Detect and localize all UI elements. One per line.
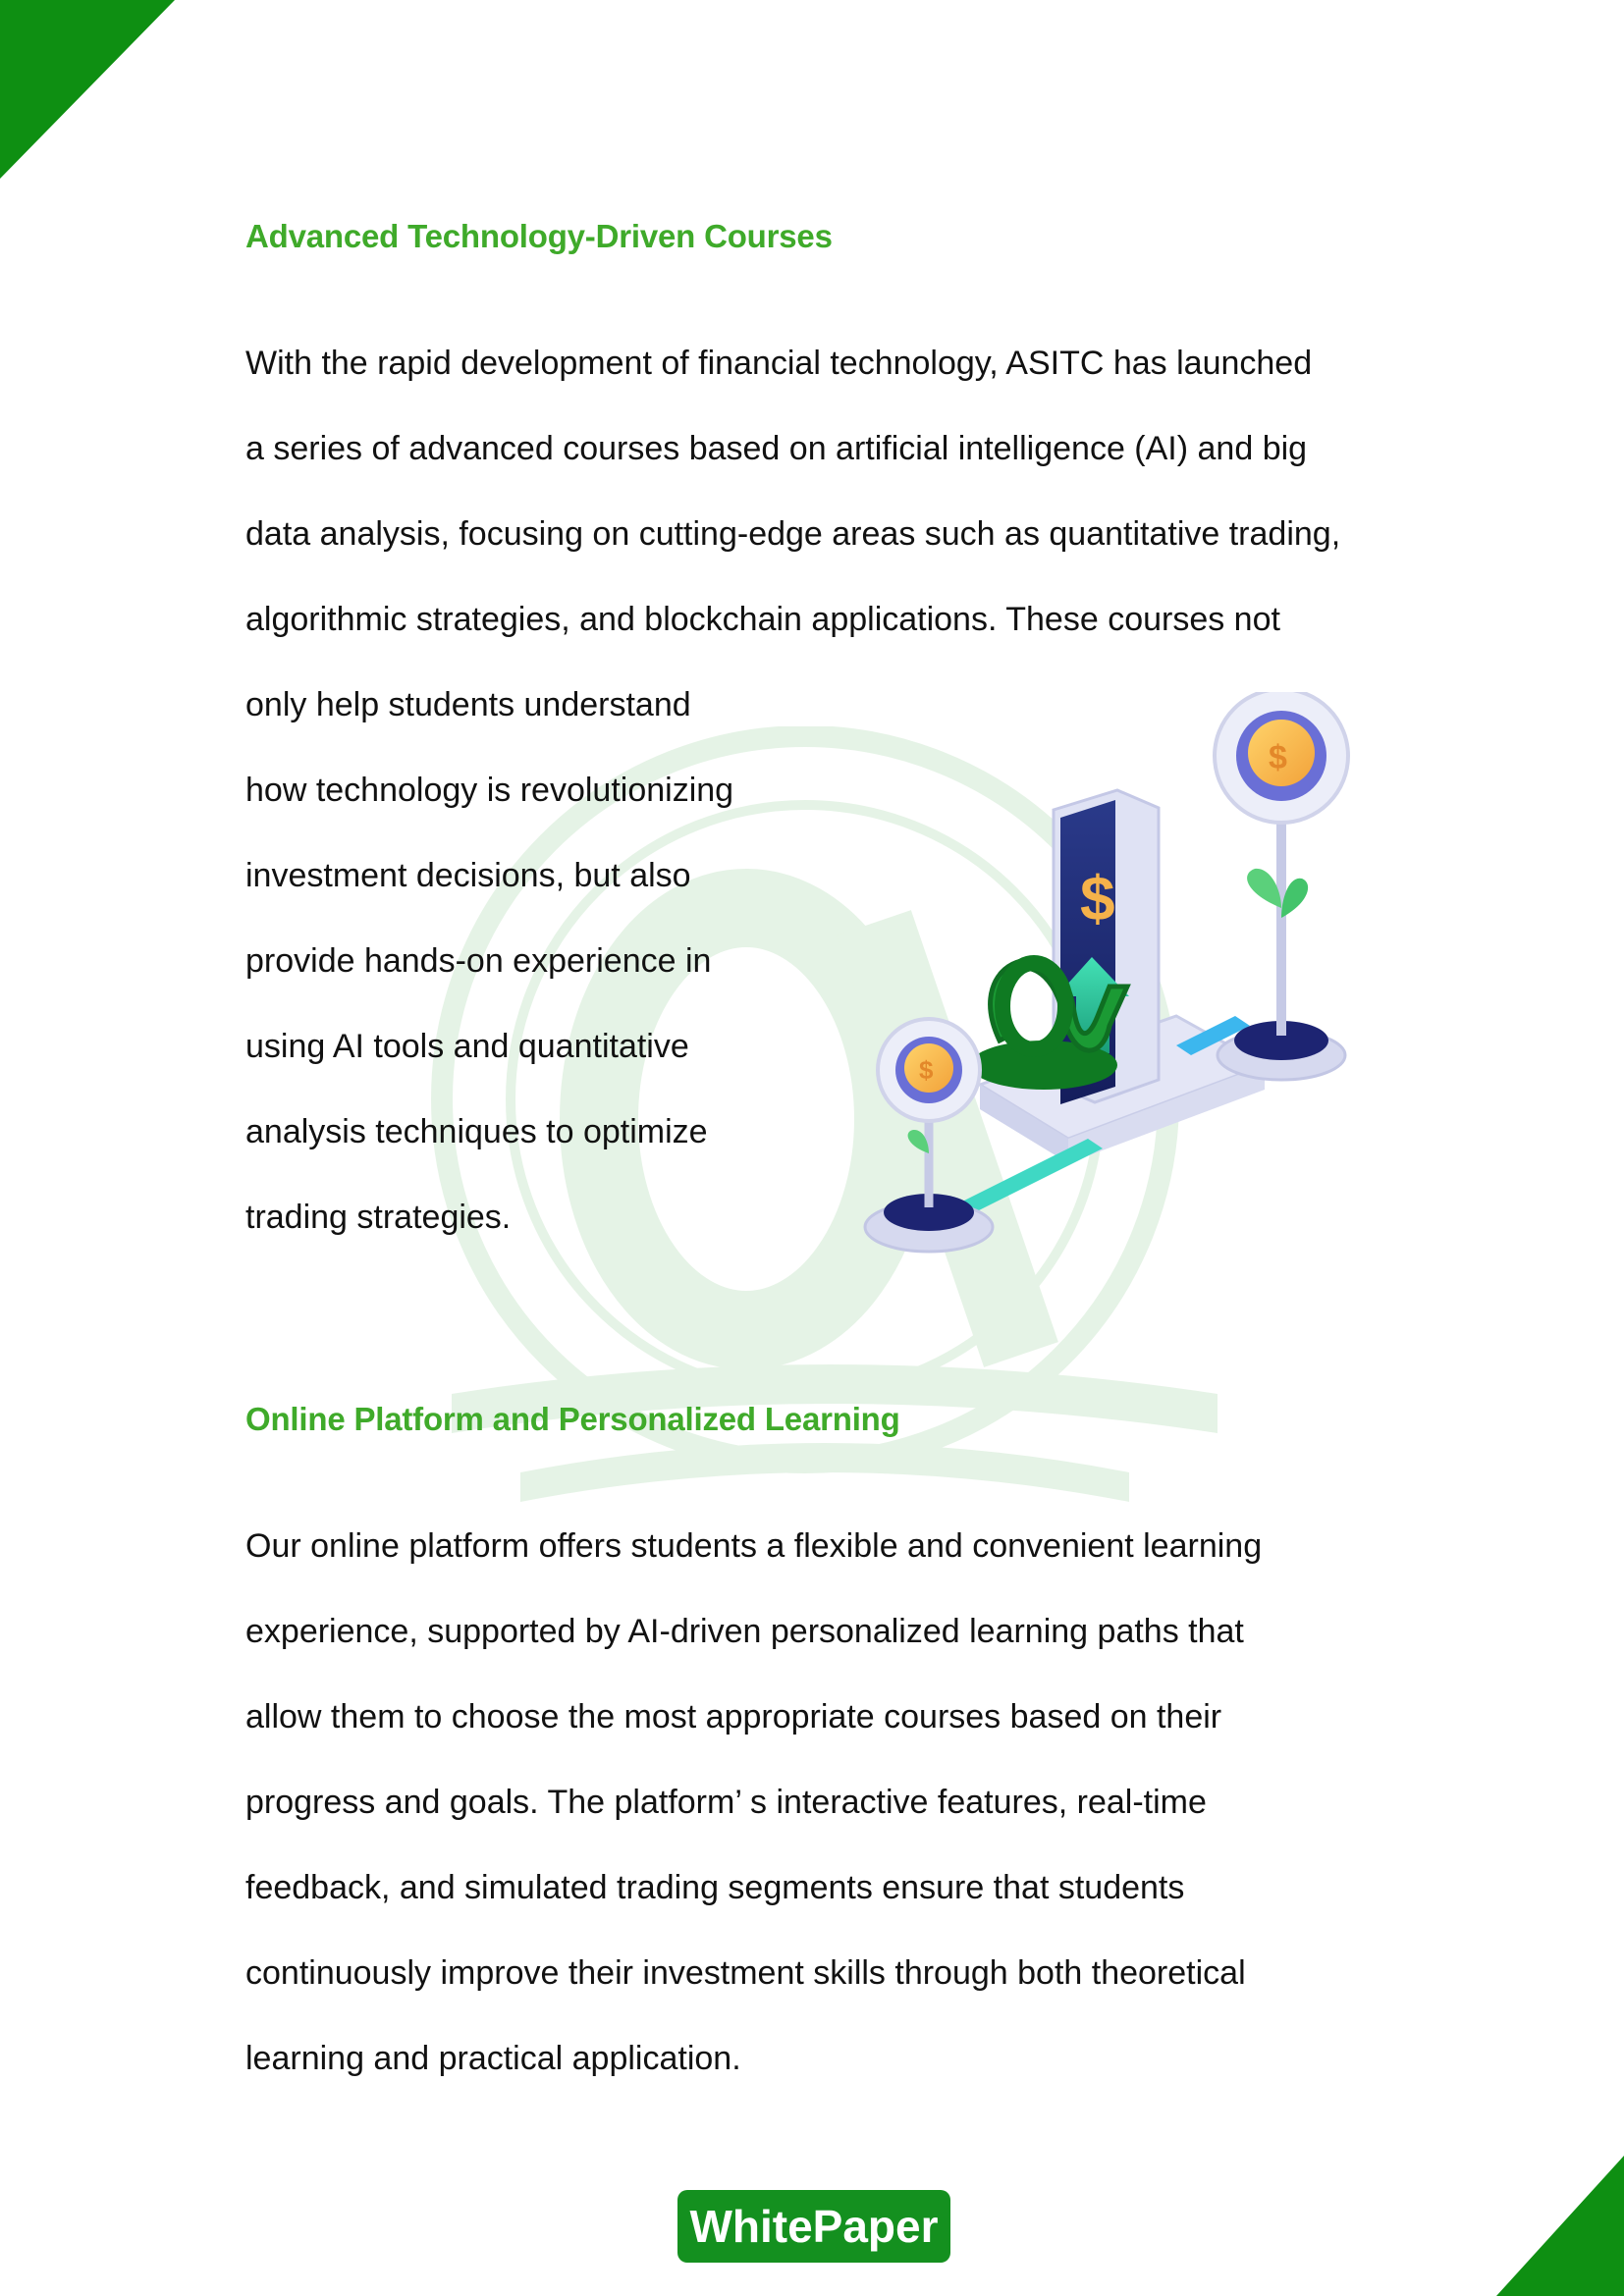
text-line: data analysis, focusing on cutting-edge areas such as quantitative trading, [245, 515, 1341, 553]
text-line: using AI tools and quantitative [245, 1028, 689, 1065]
fintech-growth-illustration [852, 692, 1373, 1271]
text-line: progress and goals. The platform’ s interactive features, real-time [245, 1784, 1207, 1821]
text-line: investment decisions, but also [245, 857, 691, 894]
gear-coin-left-icon [865, 1019, 993, 1252]
text-line: Our online platform offers students a flexible and convenient learning [245, 1527, 1263, 1565]
paragraph-online-platform [245, 1504, 1262, 2102]
corner-triangle-bottom-right [1496, 2156, 1624, 2296]
text-line: analysis techniques to optimize [245, 1113, 708, 1150]
text-line: experience, supported by AI-driven personalized learning paths that [245, 1613, 1244, 1650]
text-line: allow them to choose the most appropriate courses based on their [245, 1698, 1222, 1735]
section-heading-online-platform: Online Platform and Personalized Learning [245, 1401, 900, 1437]
text-line: a series of advanced courses based on artificial intelligence (AI) and big [245, 430, 1308, 467]
whitepaper-badge: WhitePaper [677, 2190, 950, 2263]
corner-triangle-top-left [0, 0, 175, 179]
text-line: With the rapid development of financial technology, ASITC has launched [245, 345, 1313, 382]
dollar-sign-icon: $ [1269, 739, 1287, 776]
text-line: how technology is revolutionizing [245, 772, 734, 809]
text-line: trading strategies. [245, 1199, 512, 1236]
dollar-sign-icon: $ [1080, 863, 1115, 934]
dollar-sign-icon: $ [919, 1055, 934, 1085]
text-line: algorithmic strategies, and blockchain applications. These courses not [245, 601, 1280, 638]
text-line: provide hands-on experience in [245, 942, 712, 980]
text-line: continuously improve their investment skills through both theoretical [245, 1954, 1246, 1992]
section-heading-technology-courses: Advanced Technology-Driven Courses [245, 218, 833, 254]
text-line: feedback, and simulated trading segments ensure that students [245, 1869, 1185, 1906]
text-line: learning and practical application. [245, 2040, 741, 2077]
text-line: only help students understand [245, 686, 691, 723]
